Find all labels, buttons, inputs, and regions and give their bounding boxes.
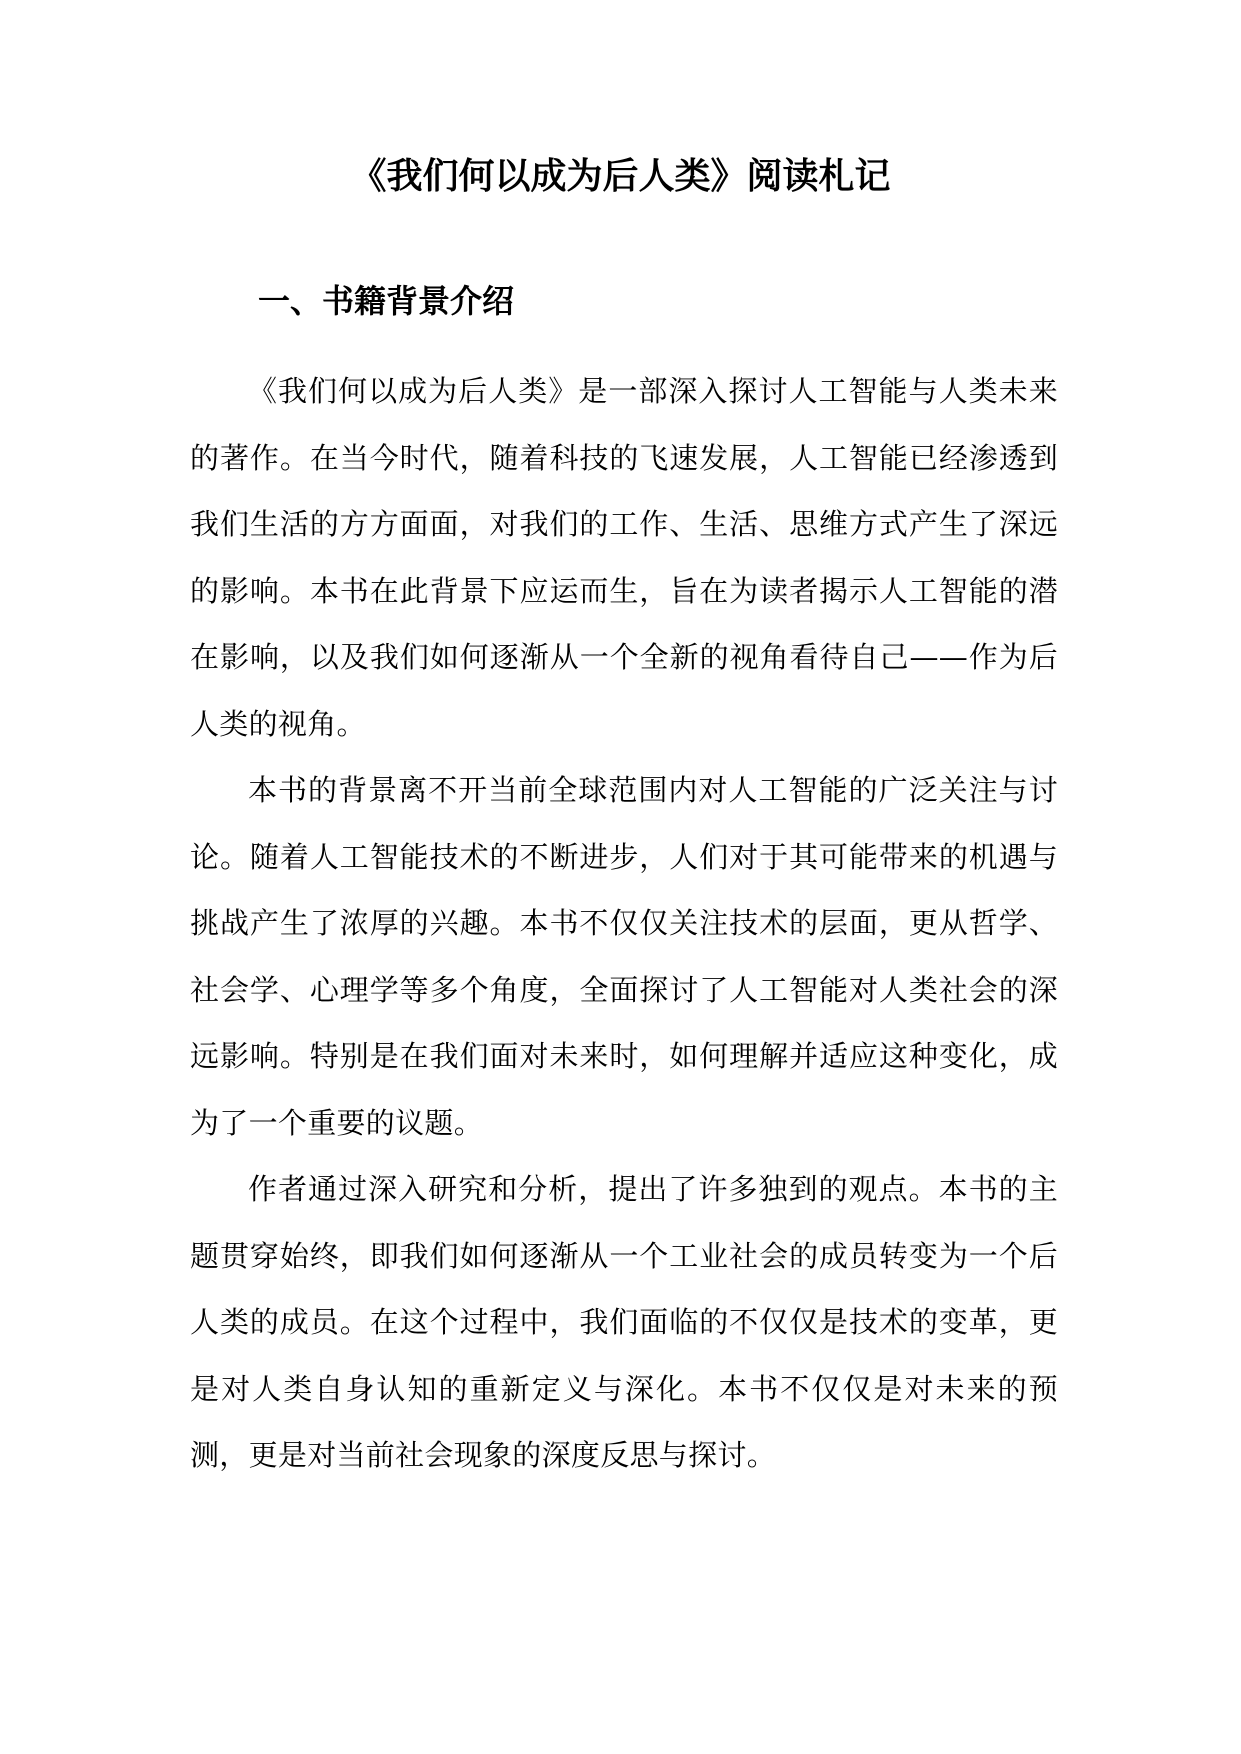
section-heading: 一、书籍背景介绍 xyxy=(258,282,515,320)
paragraph-2: 本书的背景离不开当前全球范围内对人工智能的广泛关注与讨论。随着人工智能技术的不断进步，人们对于其可能带来的机遇与挑战产生了浓厚的兴趣。本书不仅仅关注技术的层面，更从哲学、社会学、心理学等多个角度，全面探讨了人工智能对人类社会的深远影响。特别是在我们面对未来时，如何理解并适应这种变化，成为了一个重要的议题。 xyxy=(190,773,1058,1140)
paragraph-3: 作者通过深入研究和分析，提出了许多独到的观点。本书的主题贯穿始终，即我们如何逐渐从一个工业社会的成员转变为一个后人类的成员。在这个过程中，我们面临的不仅仅是技术的变革，更是对人类自身认知的重新定义与深化。本书不仅仅是对未来的预测，更是对当前社会现象的深度反思与探讨。 xyxy=(190,1172,1058,1472)
document-title: 《我们何以成为后人类》阅读札记 xyxy=(350,155,891,197)
paragraph-1: 《我们何以成为后人类》是一部深入探讨人工智能与人类未来的著作。在当今时代，随着科技的飞速发展，人工智能已经渗透到我们生活的方方面面，对我们的工作、生活、思维方式产生了深远的影响。本书在此背景下应运而生，旨在为读者揭示人工智能的潜在影响，以及我们如何逐渐从一个全新的视角看待自己——作为后人类的视角。 xyxy=(190,374,1058,741)
document-body xyxy=(190,358,1058,1489)
